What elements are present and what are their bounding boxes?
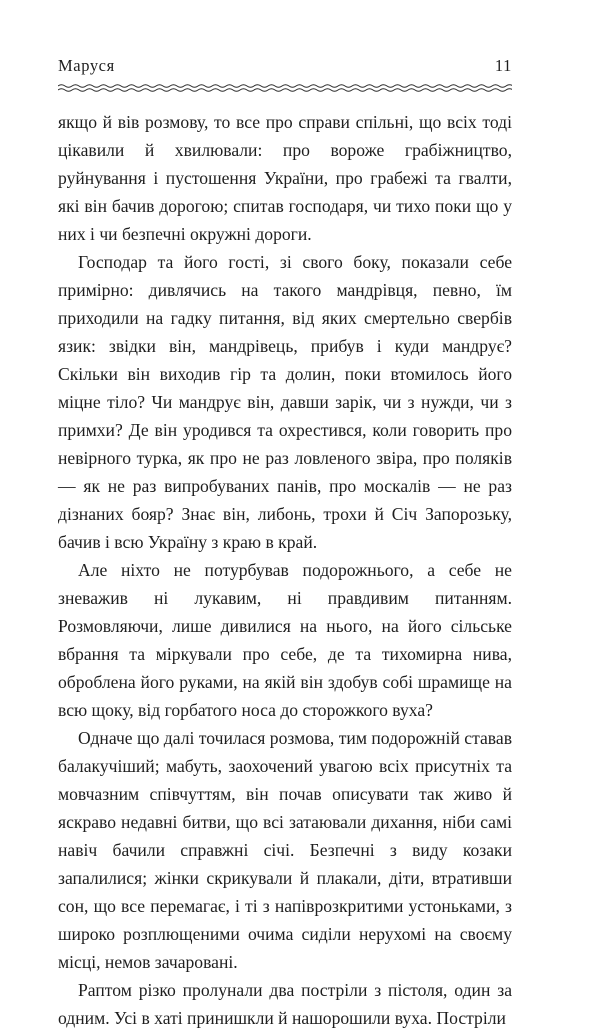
body-text xyxy=(58,108,512,1032)
running-head-title: Маруся xyxy=(58,56,115,75)
paragraph-3: Але ніхто не потурбував подорожнього, а себе не зневажив ні лукавим, ні правдивим питанням. Розмовляючи, лише дивилися на нього, на його сільське вбрання та міркували про себе, де та тихомирна нива, оброблена його руками, на якій він здобув собі шрамище на всю щоку, від горбатого носа до сторожкого вуха? xyxy=(58,560,512,720)
paragraph-1: якщо й вів розмову, то все про справи спільні, що всіх тоді цікавили й хвилювали: про вороже грабіжництво, руйнування і пустошення України, про грабежі та гвалти, які він бачив дорогою; спитав господаря, чи тихо поки що у них і чи безпечні окружні дороги. xyxy=(58,112,512,244)
wavy-divider xyxy=(58,80,512,96)
wavy-divider-line-upper xyxy=(58,85,512,88)
wavy-divider-line-lower xyxy=(58,89,512,92)
paragraph-5: Раптом різко пролунали два постріли з пістоля, один за одним. Усі в хаті принишкли й нашорошили вуха. Постріли xyxy=(58,980,512,1028)
paragraph-2: Господар та його гості, зі свого боку, показали себе примірно: дивлячись на такого мандрівця, певно, їм приходили на гадку питання, від яких смертельно свербів язик: звідки він, мандрівець, прибув і куди мандрує? Скільки він виходив гір та долин, поки втомилось його міцне тіло? Чи мандрує він, давши зарік, чи з нужди, чи з примхи? Де він уродився та охрестився, коли говорить про невірного турка, як про не раз ловленого звіра, про поляків — як не раз випробуваних панів, про москалів — не раз дізнаних бояр? Знає він, либонь, трохи й Січ Запорозьку, бачив і всю Україну з краю в край. xyxy=(58,252,512,552)
running-head xyxy=(58,56,512,80)
page-number: 11 xyxy=(494,56,512,75)
paragraph-4: Одначе що далі точилася розмова, тим подорожній ставав балакучіший; мабуть, заохочений увагою всіх присутніх та мовчазним співчуттям, він почав описувати так живо й яскраво недавні битви, що всі затаювали дихання, ніби самі навіч бачили справжні січі. Безпечні з виду козаки запалилися; жінки скрикували й плакали, діти, втративши сон, що все перемагає, і ті з напіврозкритими устоньками, з широко розплющеними очима сиділи нерухомі на своєму місці, немов зачаровані. xyxy=(58,728,512,972)
